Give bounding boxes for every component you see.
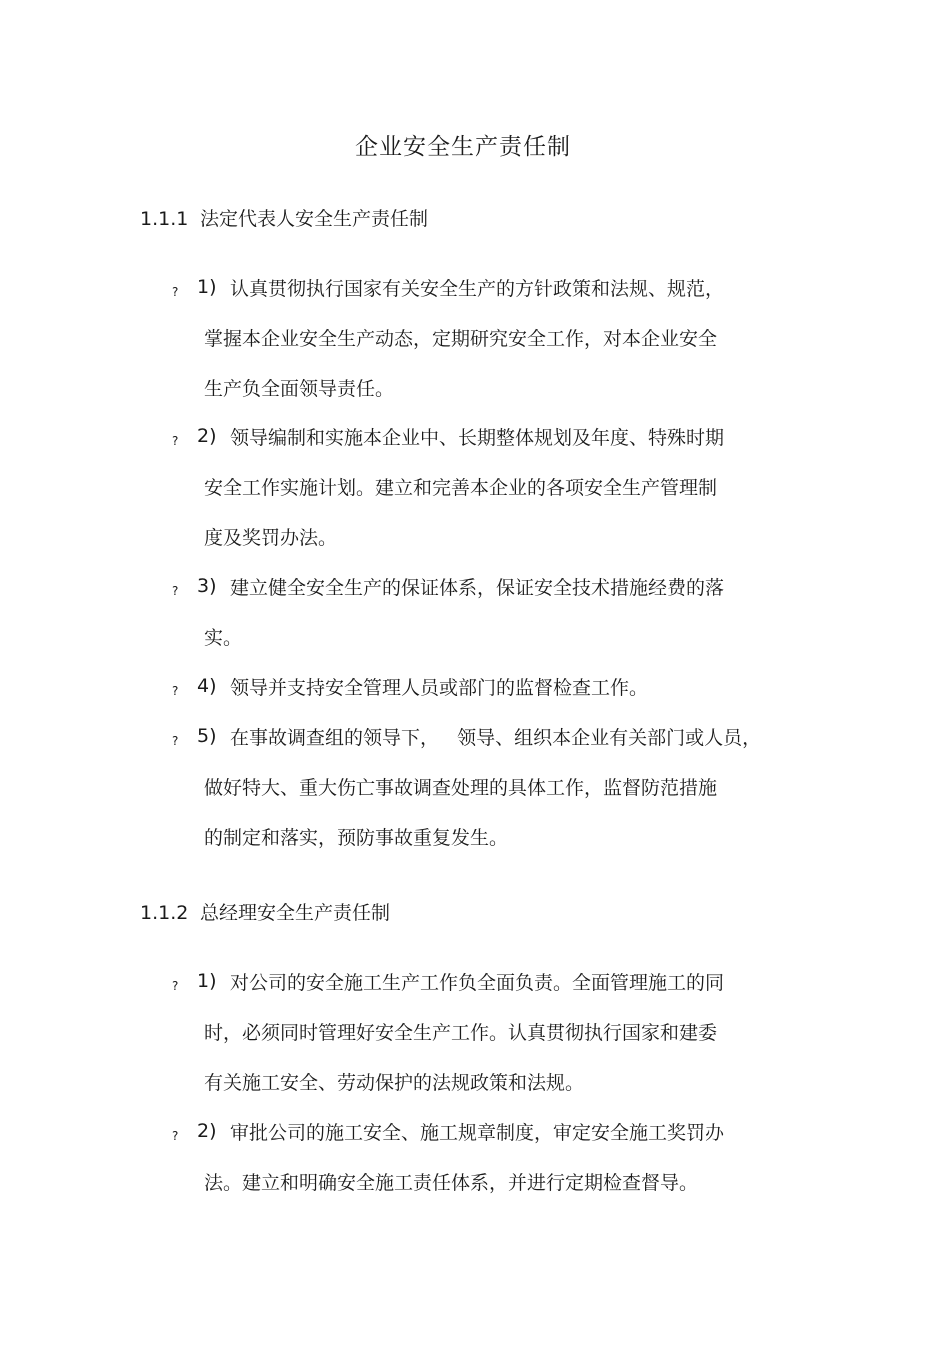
item-line: 度及奖罚办法。 (204, 527, 338, 549)
bullet-icon: ? (172, 1129, 179, 1143)
item-line: 有关施工安全、劳动保护的法规政策和法规。 (204, 1072, 585, 1094)
item-line: 认真贯彻执行国家有关安全生产的方针政策和法规、规范， (230, 278, 725, 300)
item-label: 1) (197, 970, 217, 992)
item-line: 安全工作实施计划。建立和完善本企业的各项安全生产管理制 (204, 477, 718, 499)
bullet-icon: ? (172, 684, 179, 698)
item-line: 法。建立和明确安全施工责任体系，并进行定期检查督导。 (204, 1172, 699, 1194)
item-label: 1) (197, 276, 217, 298)
item-line: 对公司的安全施工生产工作负全面负责。全面管理施工的同 (230, 972, 725, 994)
section-title: 总经理安全生产责任制 (200, 902, 391, 924)
item-line: 做好特大、重大伤亡事故调查处理的具体工作，监督防范措施 (204, 777, 718, 799)
section-heading-2 (140, 898, 390, 925)
section-title: 法定代表人安全生产责任制 (200, 208, 429, 230)
item-line: 审批公司的施工安全、施工规章制度，审定安全施工奖罚办 (230, 1122, 725, 1144)
item-line: 领导并支持安全管理人员或部门的监督检查工作。 (230, 677, 649, 699)
item-line: 掌握本企业安全生产动态，定期研究安全工作，对本企业安全 (204, 328, 718, 350)
item-label: 3) (197, 575, 217, 597)
bullet-icon: ? (172, 434, 179, 448)
item-line: 在事故调查组的领导下， 领导、组织本企业有关部门或人员， (230, 727, 762, 749)
item-line: 生产负全面领导责任。 (204, 378, 395, 400)
bullet-icon: ? (172, 584, 179, 598)
item-label: 2) (197, 1120, 217, 1142)
section-number: 1.1.2 (140, 902, 189, 924)
bullet-icon: ? (172, 734, 179, 748)
item-label: 2) (197, 425, 217, 447)
item-label: 5) (197, 725, 217, 747)
bullet-icon: ? (172, 285, 179, 299)
document-title: 企业安全生产责任制 (355, 134, 571, 160)
item-line: 的制定和落实，预防事故重复发生。 (204, 827, 509, 849)
section-heading-1 (140, 204, 428, 231)
item-line: 建立健全安全生产的保证体系，保证安全技术措施经费的落 (230, 577, 725, 599)
item-line: 实。 (204, 627, 243, 649)
item-line: 时，必须同时管理好安全生产工作。认真贯彻执行国家和建委 (204, 1022, 718, 1044)
bullet-icon: ? (172, 979, 179, 993)
item-label: 4) (197, 675, 217, 697)
item-line: 领导编制和实施本企业中、长期整体规划及年度、特殊时期 (230, 427, 725, 449)
section-number: 1.1.1 (140, 208, 189, 230)
